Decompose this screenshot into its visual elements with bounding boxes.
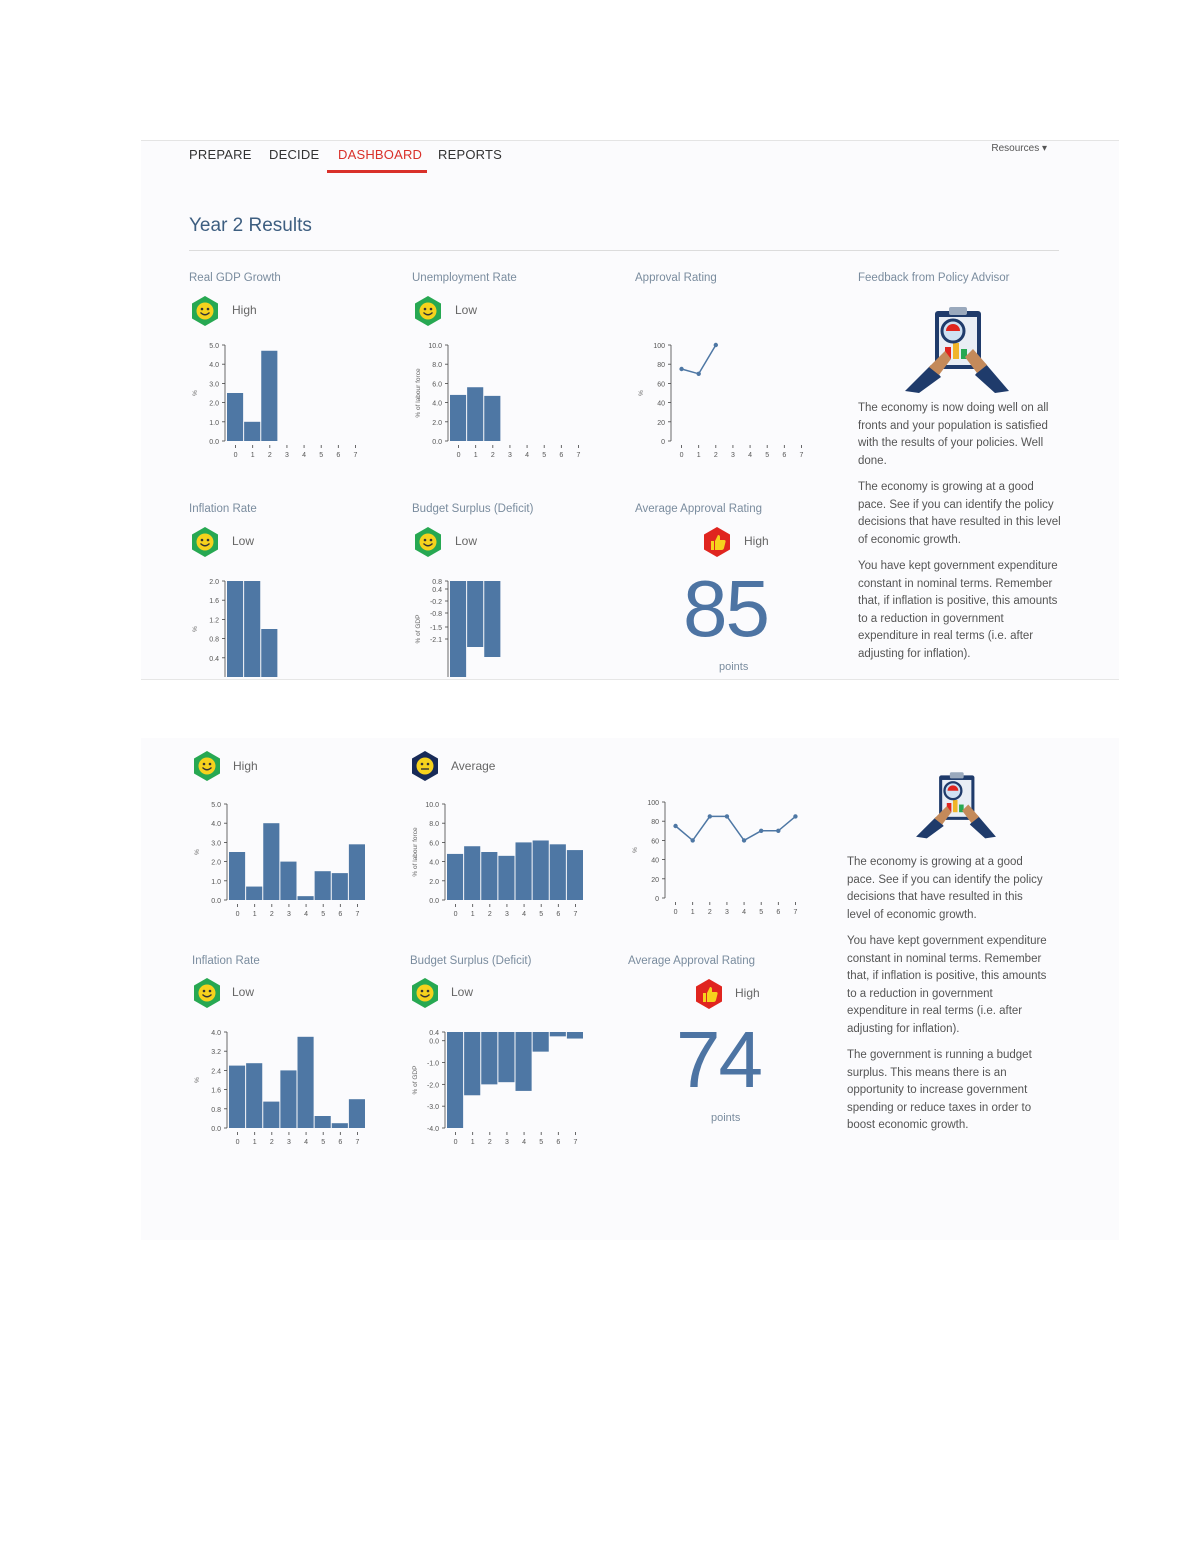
feedback-paragraph: The economy is now doing well on all fronts and your population is satisfied with the results of your policies. Well done.	[858, 402, 1049, 467]
x-tick-label: 3	[724, 909, 729, 916]
bar	[349, 1099, 365, 1128]
x-tick-label: 1	[252, 1139, 257, 1146]
smiley-face-icon	[191, 750, 223, 782]
feedback-panel-title: Feedback from Policy Advisor	[858, 272, 1010, 284]
bar	[464, 846, 480, 900]
bar	[229, 852, 245, 900]
x-tick-label: 7	[355, 1139, 360, 1146]
y-tick-label: 2.0	[432, 419, 442, 427]
x-tick-label: 3	[504, 911, 509, 918]
x-tick-label: 2	[713, 452, 718, 459]
feedback-paragraph: The government is running a budget surplus. This means there is an opportunity to increase government spending or reduce taxes in order to boost economic growth.	[847, 1049, 1032, 1131]
y-tick-label: 0.0	[211, 1126, 221, 1133]
bar	[567, 1032, 583, 1039]
y-tick-label: 0.0	[429, 1038, 439, 1046]
clipboard-magnifier-icon	[901, 301, 1013, 393]
y-tick-label: 0.0	[429, 898, 439, 905]
average-approval-status: High	[735, 986, 760, 1000]
bar	[481, 852, 497, 900]
average-approval-unit: points	[711, 1112, 741, 1124]
smiley-face-icon	[189, 526, 221, 558]
y-tick-label: 2.0	[211, 859, 221, 867]
bar	[450, 581, 466, 677]
unemployment-panel-title: Unemployment Rate	[412, 272, 517, 284]
x-tick-label: 7	[576, 452, 581, 459]
x-tick-label: 6	[556, 911, 561, 918]
y-tick-label: 0	[661, 439, 665, 446]
y-tick-label: 20	[657, 419, 665, 427]
y-axis-label: %	[192, 390, 199, 396]
x-tick-label: 0	[235, 911, 240, 918]
gdp-growth-chart	[189, 337, 379, 467]
x-tick-label: 7	[573, 911, 578, 918]
thumbs-up-icon	[693, 978, 725, 1010]
x-tick-label: 1	[473, 452, 478, 459]
x-tick-label: 2	[487, 911, 492, 918]
resources-dropdown[interactable]: Resources ▾	[991, 143, 1047, 154]
y-tick-label: 40	[651, 857, 659, 865]
y-tick-label: 4.0	[209, 362, 219, 370]
budget-panel-title: Budget Surplus (Deficit)	[410, 955, 532, 967]
y-tick-label: 0.8	[211, 1106, 221, 1114]
x-tick-label: 0	[453, 1139, 458, 1146]
y-tick-label: 3.2	[211, 1049, 221, 1057]
x-tick-label: 6	[338, 1139, 343, 1146]
data-point	[673, 824, 677, 828]
x-tick-label: 2	[707, 909, 712, 916]
data-point	[759, 829, 763, 833]
y-tick-label: -2.0	[426, 1082, 439, 1090]
dashboard-screenshot-year-2	[141, 140, 1119, 695]
x-tick-label: 2	[269, 1139, 274, 1146]
y-axis-label: %	[638, 390, 645, 396]
data-point	[690, 838, 694, 842]
x-tick-label: 4	[522, 911, 527, 918]
x-tick-label: 4	[302, 452, 307, 459]
unemployment-rate-chart	[409, 796, 599, 926]
x-tick-label: 3	[504, 1139, 509, 1146]
average-approval-title: Average Approval Rating	[635, 503, 763, 515]
advisor-feedback	[858, 400, 1064, 672]
inflation-status: Low	[232, 985, 255, 999]
y-tick-label: 8.0	[429, 821, 439, 829]
unemployment-status: Low	[455, 303, 478, 317]
bar	[447, 854, 463, 900]
average-approval-value: 85	[683, 564, 768, 653]
bar	[481, 1032, 497, 1084]
x-tick-label: 7	[353, 452, 358, 459]
y-tick-label: 0.8	[209, 636, 219, 644]
x-tick-label: 5	[319, 452, 324, 459]
approval-rating-chart	[629, 794, 829, 924]
y-tick-label: 3.0	[211, 840, 221, 848]
y-tick-label: -2.1	[429, 637, 442, 644]
bar	[280, 862, 296, 900]
x-tick-label: 5	[759, 909, 764, 916]
y-axis-label: % of GDP	[412, 1065, 419, 1095]
approval-panel-title: Approval Rating	[635, 272, 717, 284]
bar	[550, 844, 566, 900]
bar	[567, 850, 583, 900]
y-tick-label: 5.0	[209, 343, 219, 350]
approval-rating-chart	[635, 337, 835, 467]
x-tick-label: 6	[338, 911, 343, 918]
y-tick-label: 10.0	[428, 343, 442, 350]
page-title: Year 2 Results	[189, 215, 312, 236]
bar	[498, 856, 514, 900]
x-tick-label: 1	[470, 911, 475, 918]
budget-surplus-chart	[409, 1024, 599, 1154]
x-tick-label: 1	[252, 911, 257, 918]
x-tick-label: 6	[556, 1139, 561, 1146]
y-tick-label: 20	[651, 876, 659, 884]
bar	[227, 393, 243, 441]
y-tick-label: 8.0	[432, 362, 442, 370]
bar	[533, 1032, 549, 1052]
y-axis-label: %	[632, 847, 639, 853]
x-tick-label: 0	[233, 452, 238, 459]
x-tick-label: 1	[250, 452, 255, 459]
bar	[332, 1123, 348, 1128]
x-tick-label: 2	[490, 452, 495, 459]
smiley-face-icon	[191, 977, 223, 1009]
data-point	[679, 367, 683, 371]
bar	[229, 1066, 245, 1128]
x-tick-label: 7	[793, 909, 798, 916]
x-tick-label: 5	[765, 452, 770, 459]
x-tick-label: 6	[559, 452, 564, 459]
gdp-growth-chart	[191, 796, 381, 926]
x-tick-label: 1	[690, 909, 695, 916]
data-point	[696, 372, 700, 376]
x-tick-label: 0	[235, 1139, 240, 1146]
y-tick-label: 2.4	[211, 1068, 221, 1076]
y-tick-label: 1.6	[211, 1087, 221, 1095]
feedback-paragraph: The economy is growing at a good pace. See if you can identify the policy decisions that have resulted in this level of economic growth.	[858, 481, 1061, 546]
unemployment-status: Average	[451, 759, 496, 773]
smiley-face-icon	[409, 977, 441, 1009]
x-tick-label: 5	[542, 452, 547, 459]
y-tick-label: 1.0	[209, 419, 219, 427]
inflation-rate-chart	[191, 1024, 381, 1154]
y-tick-label: 0.4	[429, 1030, 439, 1037]
bar	[484, 396, 500, 441]
x-tick-label: 6	[336, 452, 341, 459]
y-tick-label: 0.4	[432, 587, 442, 594]
smiley-face-icon	[412, 295, 444, 327]
tab-dashboard[interactable]: DASHBOARD	[338, 147, 423, 162]
y-tick-label: -1.5	[429, 625, 442, 632]
average-approval-unit: points	[719, 661, 749, 673]
feedback-paragraph: You have kept government expenditure constant in nominal terms. Remember that, if inflation is positive, this amounts to a reduction in government expenditure in real terms (i.e. after adjusting for inflation).	[847, 935, 1047, 1035]
y-tick-label: 4.0	[211, 821, 221, 829]
y-tick-label: 0.4	[209, 655, 219, 663]
bar	[315, 1116, 331, 1128]
series-line	[676, 816, 796, 840]
bar	[447, 1032, 463, 1128]
series-line	[682, 345, 716, 374]
main-nav	[141, 141, 1119, 173]
feedback-paragraph: The economy is growing at a good pace. See if you can identify the policy decisions that have resulted in this level of economic growth.	[847, 856, 1043, 921]
bar	[315, 871, 331, 900]
tab-reports[interactable]: REPORTS	[438, 147, 503, 162]
data-point	[742, 838, 746, 842]
y-tick-label: 10.0	[425, 802, 439, 809]
y-tick-label: 1.6	[209, 598, 219, 606]
bar	[533, 840, 549, 900]
x-tick-label: 5	[539, 911, 544, 918]
bar	[263, 823, 279, 900]
feedback-paragraph: You have kept government expenditure constant in nominal terms. Remember that, if inflation is positive, this amounts to a reduction in government expenditure in real terms (i.e. after adjusting for inflation).	[858, 560, 1058, 660]
x-tick-label: 7	[355, 911, 360, 918]
y-axis-label: %	[194, 849, 201, 855]
y-tick-label: 2.0	[209, 579, 219, 586]
y-axis-label: % of labour force	[412, 827, 419, 877]
y-tick-label: 2.0	[209, 400, 219, 408]
title-divider	[189, 250, 1059, 251]
y-tick-label: 4.0	[429, 859, 439, 867]
data-point	[725, 814, 729, 818]
y-tick-label: 1.2	[209, 617, 219, 625]
data-point	[776, 829, 780, 833]
y-tick-label: 80	[657, 362, 665, 370]
inflation-rate-chart: 0.40.81.21.62.0%0 1 2 3 4 5 6 7	[192, 579, 358, 695]
y-tick-label: 100	[653, 343, 665, 350]
average-approval-title: Average Approval Rating	[628, 955, 756, 967]
y-tick-label: 1.0	[211, 878, 221, 886]
y-tick-label: 0.8	[432, 579, 442, 586]
bar	[263, 1102, 279, 1128]
y-tick-label: 40	[657, 400, 665, 408]
y-tick-label: -3.0	[426, 1104, 439, 1112]
dashboard-screenshot-year-8	[141, 738, 1119, 1240]
smiley-face-icon	[412, 526, 444, 558]
gdp-status: High	[233, 759, 258, 773]
x-tick-label: 4	[748, 452, 753, 459]
y-tick-label: 6.0	[429, 840, 439, 848]
tab-decide[interactable]: DECIDE	[269, 147, 320, 162]
x-tick-label: 5	[321, 911, 326, 918]
y-axis-label: % of GDP	[415, 614, 422, 644]
clipboard-magnifier-icon	[913, 762, 999, 844]
bar	[246, 1063, 262, 1128]
x-tick-label: 0	[679, 452, 684, 459]
y-tick-label: 6.0	[432, 381, 442, 389]
active-tab-indicator	[327, 170, 427, 173]
inflation-panel-title: Inflation Rate	[192, 955, 260, 967]
y-tick-label: 100	[647, 800, 659, 807]
bar	[298, 1037, 314, 1128]
x-tick-label: 4	[525, 452, 530, 459]
y-tick-label: 80	[651, 819, 659, 827]
bar	[332, 873, 348, 900]
bar	[498, 1032, 514, 1082]
y-axis-label: %	[194, 1077, 201, 1083]
x-tick-label: 1	[470, 1139, 475, 1146]
bar	[227, 581, 243, 677]
y-tick-label: -0.2	[429, 599, 442, 606]
bar	[280, 1070, 296, 1128]
x-tick-label: 3	[284, 452, 289, 459]
data-point	[714, 343, 718, 347]
x-tick-label: 2	[487, 1139, 492, 1146]
x-tick-label: 0	[453, 911, 458, 918]
neutral-face-icon	[409, 750, 441, 782]
x-tick-label: 4	[742, 909, 747, 916]
x-tick-label: 4	[522, 1139, 527, 1146]
y-tick-label: -0.8	[429, 611, 442, 618]
y-tick-label: -1.0	[426, 1060, 439, 1068]
bar	[450, 395, 466, 441]
bar	[298, 896, 314, 900]
y-tick-label: 0.0	[432, 439, 442, 446]
average-approval-status: High	[744, 534, 769, 548]
x-tick-label: 1	[696, 452, 701, 459]
y-tick-label: 60	[657, 381, 665, 389]
x-tick-label: 4	[304, 911, 309, 918]
bar	[246, 887, 262, 900]
advisor-feedback	[847, 854, 1047, 1144]
bar	[244, 422, 260, 441]
y-axis-label: %	[192, 626, 199, 632]
y-tick-label: 0	[655, 896, 659, 903]
y-tick-label: 4.0	[211, 1030, 221, 1037]
y-tick-label: 3.0	[209, 381, 219, 389]
budget-surplus-chart: -2.1-1.5-0.8-0.20.40.8% of GDP0 1 2 3 4 5 6 7	[415, 579, 581, 695]
y-tick-label: 0.0	[211, 898, 221, 905]
budget-panel-title: Budget Surplus (Deficit)	[412, 503, 534, 515]
bar	[516, 1032, 532, 1091]
x-tick-label: 0	[456, 452, 461, 459]
x-tick-label: 0	[673, 909, 678, 916]
data-point	[708, 814, 712, 818]
y-tick-label: -4.0	[426, 1126, 439, 1133]
bar	[467, 581, 483, 647]
y-tick-label: 4.0	[432, 400, 442, 408]
x-tick-label: 5	[539, 1139, 544, 1146]
inflation-panel-title: Inflation Rate	[189, 503, 257, 515]
x-tick-label: 5	[321, 1139, 326, 1146]
x-tick-label: 6	[782, 452, 787, 459]
unemployment-rate-chart	[412, 337, 602, 467]
gdp-status: High	[232, 303, 257, 317]
bar	[484, 581, 500, 657]
x-tick-label: 3	[286, 911, 291, 918]
bar	[516, 842, 532, 900]
bar	[550, 1032, 566, 1036]
budget-status: Low	[455, 534, 478, 548]
bar	[464, 1032, 480, 1095]
x-tick-label: 7	[799, 452, 804, 459]
y-axis-label: % of labour force	[415, 368, 422, 418]
x-tick-label: 2	[267, 452, 272, 459]
x-tick-label: 3	[730, 452, 735, 459]
x-tick-label: 3	[286, 1139, 291, 1146]
x-tick-label: 6	[776, 909, 781, 916]
data-point	[793, 814, 797, 818]
thumbs-up-icon	[701, 526, 733, 558]
bar	[261, 629, 277, 677]
inflation-status: Low	[232, 534, 255, 548]
y-tick-label: 5.0	[211, 802, 221, 809]
bar	[349, 844, 365, 900]
budget-status: Low	[451, 985, 474, 999]
x-tick-label: 4	[304, 1139, 309, 1146]
smiley-face-icon	[189, 295, 221, 327]
y-tick-label: 2.0	[429, 878, 439, 886]
x-tick-label: 2	[269, 911, 274, 918]
tab-prepare[interactable]: PREPARE	[189, 147, 252, 162]
x-tick-label: 3	[507, 452, 512, 459]
bar	[261, 351, 277, 441]
y-tick-label: 0.0	[209, 439, 219, 446]
average-approval-value: 74	[676, 1015, 761, 1104]
gdp-panel-title: Real GDP Growth	[189, 272, 281, 284]
y-tick-label: 60	[651, 838, 659, 846]
bar	[467, 387, 483, 441]
x-tick-label: 7	[573, 1139, 578, 1146]
bar	[244, 581, 260, 677]
